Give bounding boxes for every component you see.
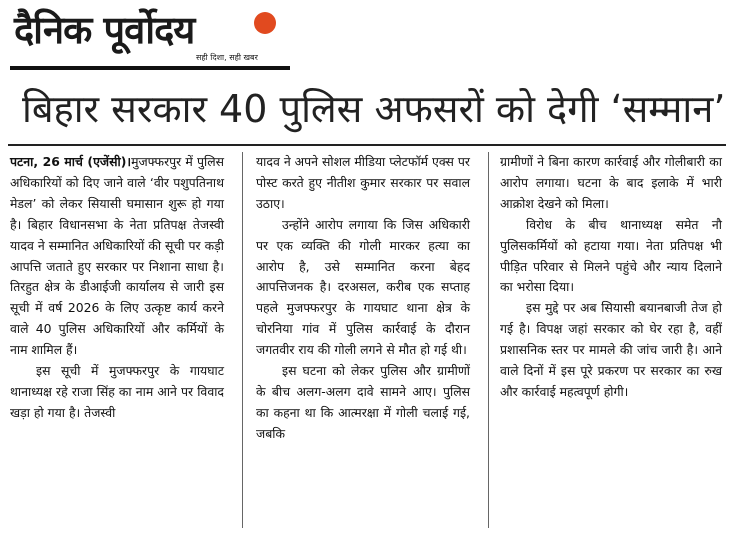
newspaper-tagline: सही दिशा, सही खबर — [196, 53, 258, 62]
masthead — [10, 6, 340, 72]
article-column-3 — [500, 152, 722, 403]
paragraph-text: मुजफ्फरपुर में पुलिस अधिकारियों को दिए जाने वाले ‘वीर पशुपतिनाथ मेडल’ को लेकर सियासी घमासान शुरू हो गया है। बिहार विधानसभा के नेता प्रतिपक्ष तेजस्वी यादव ने सम्मानित अधिकारियों की सूची पर कड़ी आपत्ति जताते हुए सरकार पर निशाना साधा है। तिरहुत क्षेत्र के डीआईजी कार्यालय से जारी इस सूची में वर्ष 2026 के लिए उत्कृष्ट कार्य करने वाले 40 पुलिस अधिकारियों और कर्मियों के नाम शामिल हैं। — [10, 154, 224, 358]
dateline: पटना, 26 मार्च (एजेंसी)। — [10, 154, 132, 169]
article-paragraph: इस मुद्दे पर अब सियासी बयानबाजी तेज हो गई है। विपक्ष जहां सरकार को घेर रहा है, वहीं प्रशासनिक स्तर पर मामले की जांच जारी है। आने वाले दिनों में इस पूरे प्रकरण पर सरकार का रुख और कार्रवाई महत्वपूर्ण होगी। — [500, 300, 722, 399]
logo-sun-icon — [254, 12, 276, 34]
newspaper-name: दैनिक पूर्वोदय — [14, 8, 195, 52]
headline-divider — [8, 144, 726, 146]
article-paragraph: इस घटना को लेकर पुलिस और ग्रामीणों के बीच अलग-अलग दावे सामने आए। पुलिस का कहना था कि आत्मरक्षा में गोली चलाई गई, जबकि — [256, 363, 470, 441]
article-column-2 — [256, 152, 470, 445]
article-column-1 — [10, 152, 224, 424]
article-paragraph — [10, 152, 224, 361]
article-paragraph: इस सूची में मुजफ्फरपुर के गायघाट थानाध्यक्ष रहे राजा सिंह का नाम आने पर विवाद खड़ा हो गया है। तेजस्वी — [10, 363, 224, 420]
masthead-rule — [10, 66, 290, 70]
column-divider — [242, 152, 243, 528]
article-headline: बिहार सरकार 40 पुलिस अफसरों को देगी ‘सम्मान’ — [22, 87, 726, 131]
article-paragraph: उन्होंने आरोप लगाया कि जिस अधिकारी पर एक व्यक्ति की गोली मारकर हत्या का आरोप है, उसे सम्मानित करना बेहद आपत्तिजनक है। दरअसल, करीब एक सप्ताह पहले मुजफ्फरपुर के गायघाट थाना क्षेत्र के चोरनिया गांव में पुलिस कार्रवाई के दौरान जगतवीर राय की गोली लगने से मौत हो गई थी। — [256, 216, 470, 358]
article-paragraph: ग्रामीणों ने बिना कारण कार्रवाई और गोलीबारी का आरोप लगाया। घटना के बाद इलाके में भारी आक्रोश देखने को मिला। — [500, 154, 722, 211]
column-divider — [488, 152, 489, 528]
article-paragraph: विरोध के बीच थानाध्यक्ष समेत नौ पुलिसकर्मियों को हटाया गया। नेता प्रतिपक्ष भी पीड़ित परिवार से मिलने पहुंचे और न्याय दिलाने का भरोसा दिया। — [500, 216, 722, 295]
article-paragraph: यादव ने अपने सोशल मीडिया प्लेटफॉर्म एक्स पर पोस्ट करते हुए नीतीश कुमार सरकार पर सवाल उठाए। — [256, 154, 470, 211]
